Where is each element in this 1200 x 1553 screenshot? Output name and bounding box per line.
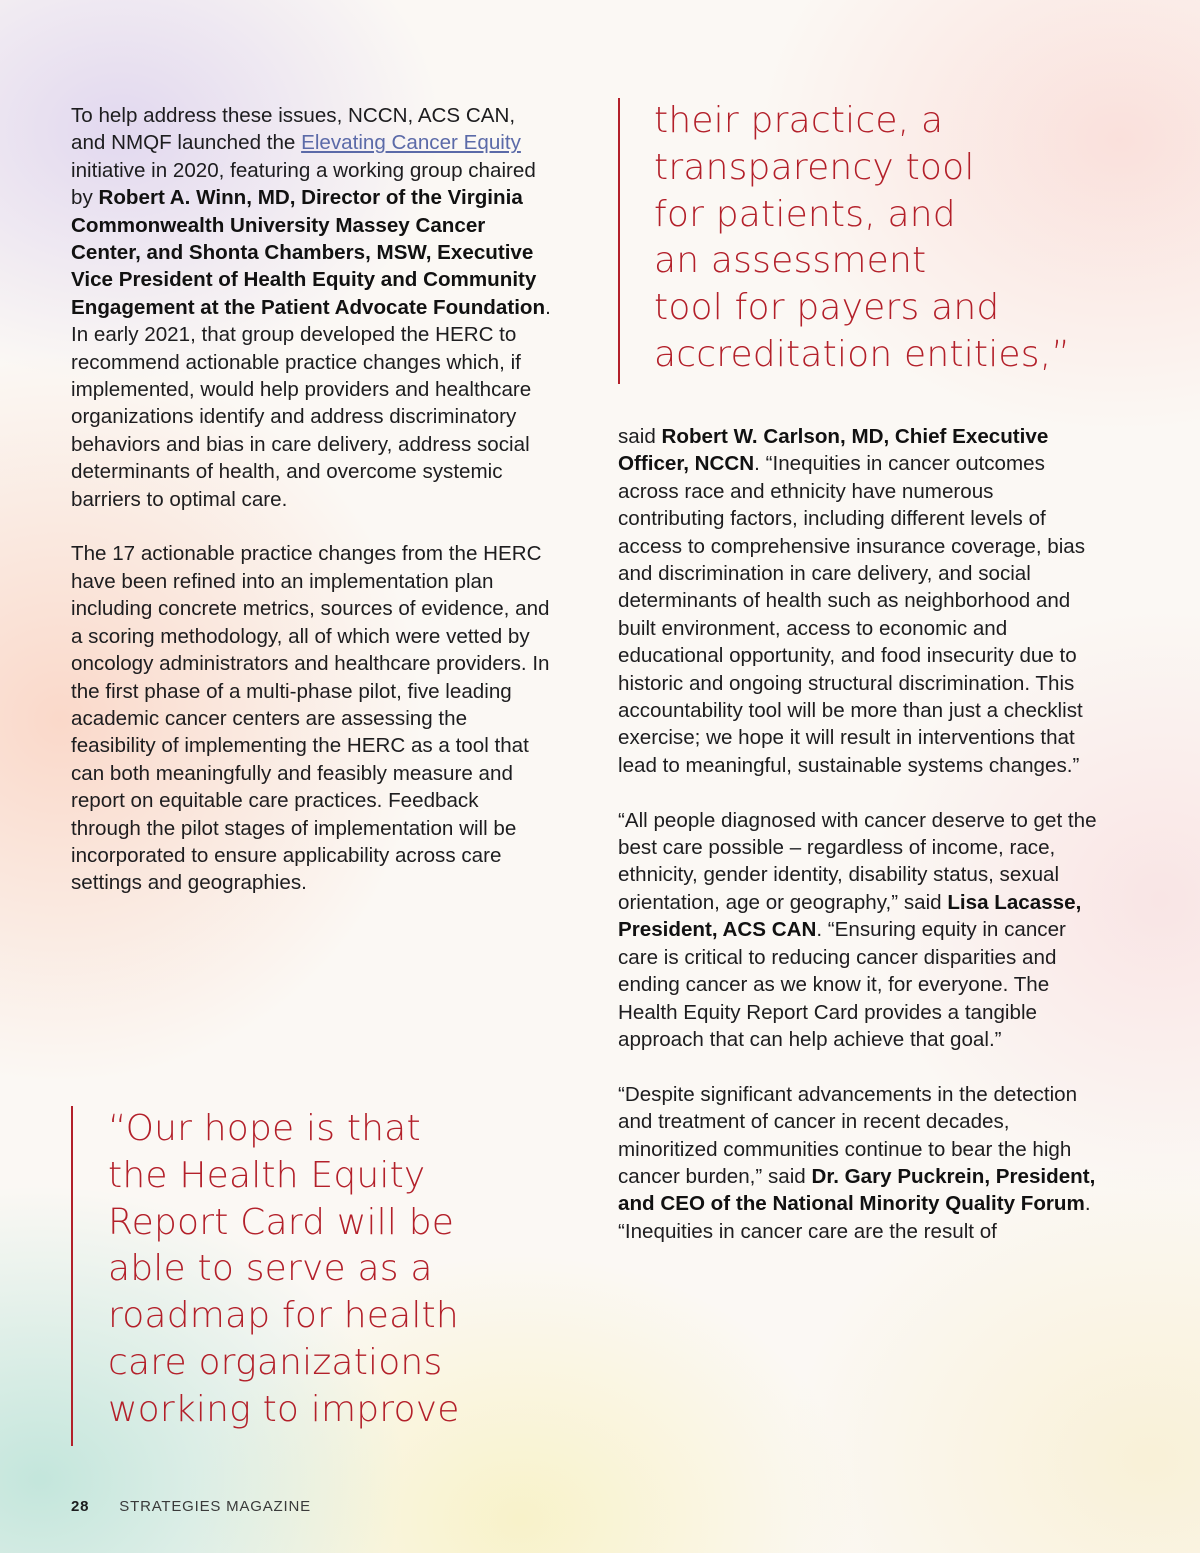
left-paragraph-1: To help address these issues, NCCN, ACS CAN, and NMQF launched the Elevating Cancer Equity initiative in 2020, featuring a working group chaired by Robert A. Winn, MD, Director of the Virginia Commonwealth University Massey Cancer Center, and Shonta Chambers, MSW, Executive Vice President of Health Equity and Community Engagement at the Patient Advocate Foundation. In early 2021, that group developed the HERC to recommend actionable practice changes which, if implemented, would help providers and healthcare organizations identify and address discriminatory behaviors and bias in care delivery, address social determinants of health, and overcome systemic barriers to optimal care.: [71, 104, 551, 511]
speaker-puckrein: Dr. Gary Puckrein, President, and CEO of the National Minority Quality Forum: [618, 1164, 1096, 1216]
right-paragraph-3: “Despite significant advancements in the detection and treatment of cancer in recent decades, minoritized communities continue to bear the high cancer burden,” said Dr. Gary Puckrein, President, and CEO of the National Minority Quality Forum. “Inequities in cancer care are the result of: [618, 1082, 1096, 1243]
quote-line: working to improve: [108, 1388, 460, 1430]
publication-name: STRATEGIES MAGAZINE: [119, 1498, 311, 1515]
quote-line: roadmap for health: [108, 1295, 459, 1337]
speaker-lacasse: Lisa Lacasse, President, ACS CAN: [618, 890, 1082, 942]
pull-quote-right: [618, 98, 1088, 384]
right-column: [618, 423, 1098, 1245]
quote-line: accreditation entities,”: [654, 333, 1071, 375]
speaker-carlson: Robert W. Carlson, MD, Chief Executive Officer, NCCN: [618, 425, 1049, 476]
quote-line: care organizations: [108, 1341, 443, 1383]
right-paragraph-1: said Robert W. Carlson, MD, Chief Executive Officer, NCCN. “Inequities in cancer outcomes across race and ethnicity have numerous contributing factors, including different levels of access to comprehensive insurance coverage, bias and discrimination in care delivery, and social determinants of health such as neighborhood and built environment, access to economic and educational opportunity, and food insecurity due to historic and ongoing structural discrimination. This accountability tool will be more than just a checklist exercise; we hope it will result in interventions that lead to meaningful, sustainable systems changes.”: [618, 425, 1086, 777]
quote-line: for patients, and: [654, 193, 956, 235]
quote-line: their practice, a: [654, 100, 944, 141]
quote-line: tool for payers and: [654, 287, 1000, 329]
quote-line: the Health Equity: [108, 1154, 426, 1196]
quote-line: transparency tool: [654, 146, 975, 188]
quote-line: able to serve as a: [108, 1248, 433, 1290]
quote-line: an assessment: [654, 240, 927, 282]
quote-line: Report Card will be: [108, 1201, 455, 1243]
left-column: [71, 102, 551, 897]
page-footer: [71, 1498, 311, 1515]
pull-quote-left: [71, 1106, 541, 1446]
right-paragraph-2: “All people diagnosed with cancer deserve to get the best care possible – regardless of income, race, ethnicity, gender identity, disability status, sexual orientation, age or geography,” said Lisa Lacasse, President, ACS CAN. “Ensuring equity in cancer care is critical to reducing cancer disparities and ending cancer as we know it, for everyone. The Health Equity Report Card provides a tangible approach that can help achieve that goal.”: [618, 808, 1097, 1051]
left-paragraph-2: The 17 actionable practice changes from the HERC have been refined into an implementation plan including concrete metrics, sources of evidence, and a scoring methodology, all of which were vetted by oncology administrators and healthcare providers. In the first phase of a multi-phase pilot, five leading academic cancer centers are assessing the feasibility of implementing the HERC as a tool that can both meaningfully and feasibly measure and report on equitable care practices. Feedback through the pilot stages of implementation will be incorporated to ensure applicability across care settings and geographies.: [71, 542, 550, 895]
quote-line: “Our hope is that: [108, 1108, 421, 1149]
elevating-cancer-equity-link[interactable]: Elevating Cancer Equity: [301, 131, 521, 155]
working-group-chairs: Robert A. Winn, MD, Director of the Virginia Commonwealth University Massey Cancer Center, and Shonta Chambers, MSW, Executive Vice President of Health Equity and Community Engagement at the Patient Advocate Foundation: [71, 186, 546, 319]
page-number: 28: [71, 1498, 90, 1515]
